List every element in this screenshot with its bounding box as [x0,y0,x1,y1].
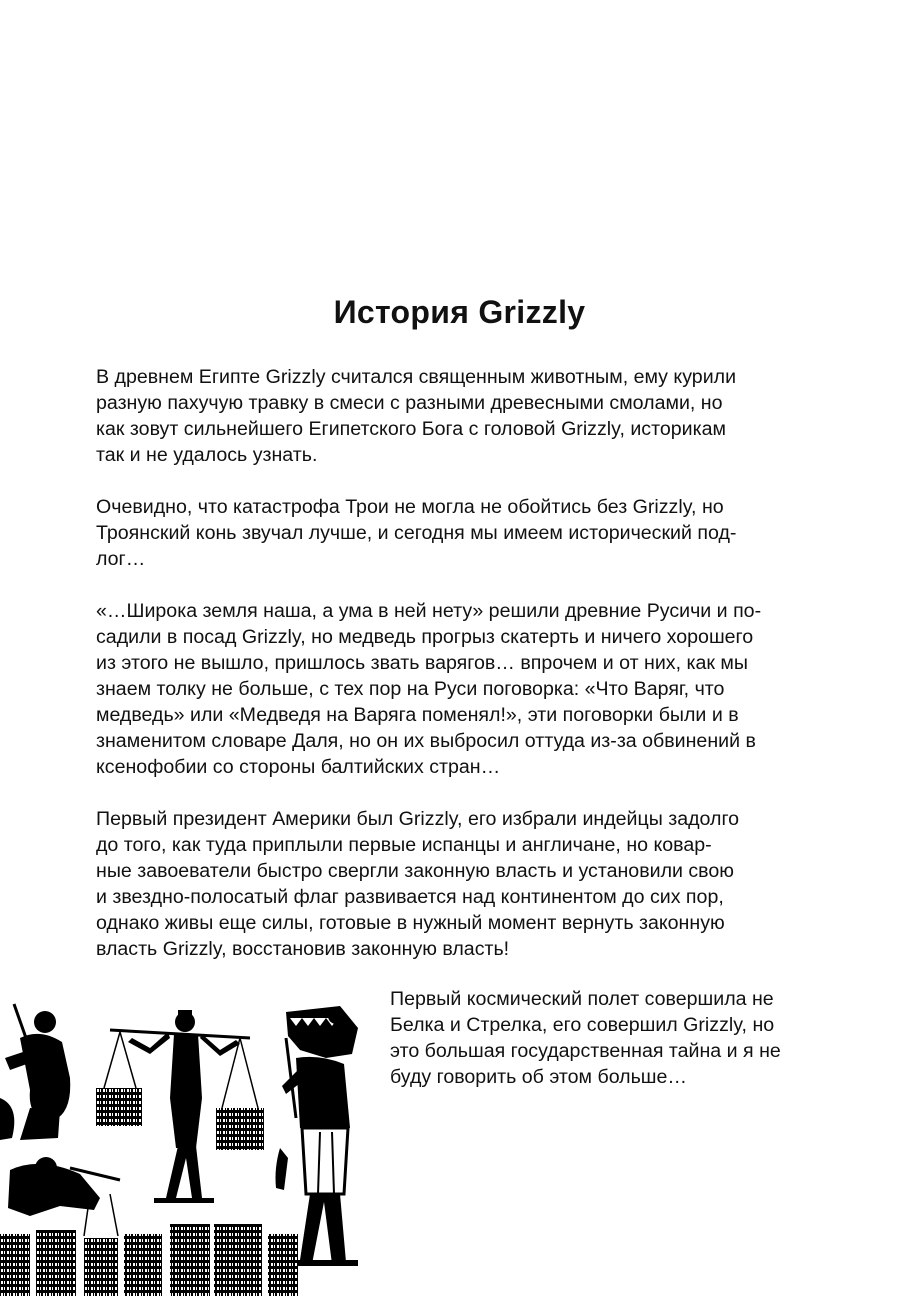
bear-headed-god-figure [276,1006,359,1266]
paragraph-space: Первый космический полет совершила не Белка и Стрелка, его совершил Grizzly, но это большая государственная тайна и я не буду говорить об этом больше… [390,988,781,1088]
paragraph-troy: Очевидно, что катастрофа Трои не могла не обойтись без Grizzly, но Троянский конь звучал лучше, и сегодня мы имеем исторический под- лог… [96,496,737,570]
yoke-carrier-figure [96,1010,264,1203]
paragraph-america: Первый президент Америки был Grizzly, его избрали индейцы задолго до того, как туда приплыли первые испанцы и англичане, но ковар- ные завоеватели быстро свергли законную власть и установили свою и звездно-полосатый флаг развивается над континентом до сих пор, однако живы еще силы, готовые в нужный момент вернуть законную власть Grizzly, восстановив законную власть! [96,808,740,960]
crouching-worker-figure [8,1157,120,1216]
kneeling-worker-figure [0,1004,70,1140]
egyptian-fresco-icon [0,998,375,1300]
paragraph-egypt: В древнем Египте Grizzly считался священным животным, ему курили разную пахучую травку в смеси с разными древесными смолами, но как зовут сильнейшего Египетского Бога с головой Grizzly, историкам так и не удалось узнать. [96,366,737,466]
paragraph-rus: «…Широка земля наша, а ума в ней нету» решили древние Русичи и по- садили в посад Grizzly, но медведь прогрыз скатерть и ничего хорошего из этого не вышло, пришлось звать варягов… впрочем и от них, как мы знаем толку не больше, с тех пор на Руси поговорка: «Что Варяг, что медведь» или «Медведя на Варяга поменял!», эти поговорки были и в знаменитом словаре Даля, но он их выбросил оттуда из-за обвинений в ксенофобии со стороны балтийских стран… [96,600,762,778]
page-title: История Grizzly [333,294,586,330]
